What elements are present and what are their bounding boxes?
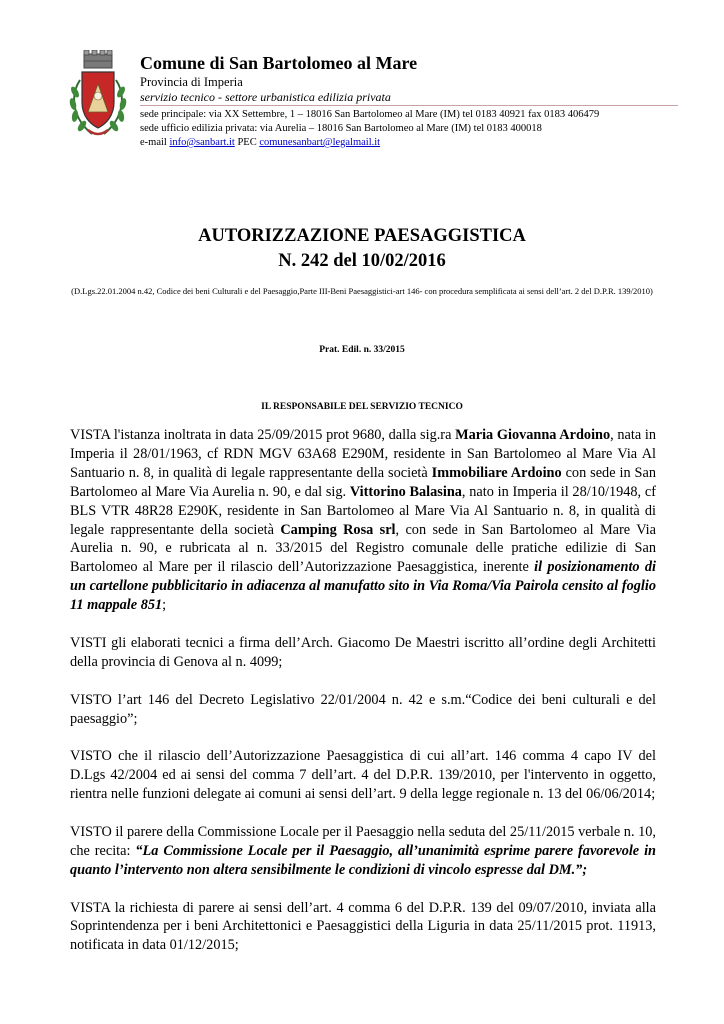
comune-name: Comune di San Bartolomeo al Mare	[140, 53, 418, 73]
paragraph-visti-elaborati: VISTI gli elaborati tecnici a firma dell’Arch. Giacomo De Maestri iscritto all’ordine degli Architetti della provincia di Genova al n. 4099;	[70, 634, 656, 670]
sede-principale: sede principale: via XX Settembre, 1 – 18016 San Bartolomeo al Mare (IM) tel 0183 40921 fax 0183 406479	[140, 109, 600, 120]
applicant-name: Maria Giovanna Ardoino	[455, 427, 611, 443]
company-name: Camping Rosa srl	[280, 521, 396, 538]
servizio-name: servizio tecnico - settore urbanistica edilizia privata	[140, 90, 391, 104]
sede-ufficio: sede ufficio edilizia privata: via Aurelia – 18016 San Bartolomeo al Mare (IM) tel 0183 400018	[140, 123, 542, 134]
document-body	[70, 426, 656, 974]
paragraph-vista-richiesta: VISTA la richiesta di parere ai sensi dell’art. 4 comma 6 del D.P.R. 139 del 09/07/2010, inviata alla Soprintendenza per i beni Architettonici e Paesaggistici della Liguria in data 25/11/2015 prot. 11913, notificata in data 01/12/2015;	[70, 899, 656, 954]
paragraph-vista-istanza	[70, 426, 656, 615]
text-span: , nata in Imperia il 28/01/1963, cf RDN MGV 63A68 E290M, residente in San Bartolomeo al Mare Via Al Santuario n. 8, in qualità di legale rappresentante della società	[70, 427, 656, 481]
text-span: , con sede in San Bartolomeo al Mare Via Aurelia n. 90, e rubricata al n. 33/2015 del Registro comunale delle pratiche edilizie di San Bartolomeo al Mare per il rilascio dell’Autorizzazione Paesaggistica, inerente	[70, 521, 656, 576]
contacts-block	[140, 108, 700, 150]
text-span: con sede in San Bartolomeo al Mare Via Aurelia n. 90, e dal sig.	[70, 464, 656, 500]
responsabile-heading: IL RESPONSABILE DEL SERVIZIO TECNICO	[261, 402, 463, 412]
document-title	[0, 224, 724, 274]
text-span: VISTA l'istanza inoltrata in data 25/09/2015 prot 9680, dalla sig.ra	[70, 427, 456, 443]
municipal-crest-icon	[66, 50, 130, 140]
text-span: ;	[162, 597, 167, 614]
letterhead	[140, 52, 680, 105]
paragraph-visto-rilascio: VISTO che il rilascio dell’Autorizzazione Paesaggistica di cui all’art. 146 comma 4 capo IV del D.Lgs 42/2004 ed ai sensi del comma 7 dell’art. 4 del D.P.R. 139/2010, per l'intervento in oggetto, rientra nelle funzioni delegate ai comuni ai sensi dell’art. 9 della legge regionale n. 13 del 06/06/2014;	[70, 748, 656, 803]
provincia-name: Provincia di Imperia	[140, 75, 243, 89]
pratica-number: Prat. Edil. n. 33/2015	[319, 345, 405, 355]
email-label: e-mail	[140, 137, 170, 148]
commission-quote: “La Commissione Locale per il Paesaggio, all’unanimità esprime parere favorevole in quanto l’intervento non altera sensibilmente le condizioni di vincolo espresse dal DM.”;	[70, 842, 657, 878]
title-line-2: N. 242 del 10/02/2016	[278, 251, 446, 271]
paragraph-visto-parere	[70, 823, 656, 880]
company-name: Immobiliare Ardoino	[431, 464, 562, 481]
letterhead-divider	[140, 105, 678, 106]
email-link[interactable]: info@sanbart.it	[169, 137, 235, 148]
paragraph-visto-art146: VISTO l’art 146 del Decreto Legislativo 22/01/2004 n. 42 e s.m.“Codice dei beni culturali e del paesaggio”;	[70, 691, 656, 727]
intervention-description: il posizionamento di un cartellone pubblicitario in adiacenza al manufatto sito in Via Roma/Via Pairola censito al foglio 11 mappale 851	[70, 559, 657, 614]
text-span: VISTO il parere della Commissione Locale per il Paesaggio nella seduta del 25/11/2015 verbale n. 10, che recita:	[70, 823, 656, 859]
title-line-1: AUTORIZZAZIONE PAESAGGISTICA	[198, 226, 526, 246]
applicant-name: Vittorino Balasina	[349, 483, 462, 500]
pec-link[interactable]: comunesanbart@legalmail.it	[259, 137, 381, 148]
email-line	[140, 136, 700, 150]
text-span: , nato in Imperia il 28/10/1948, cf BLS VTR 48R28 E290K, residente in San Bartolomeo al Mare Via Al Santuario n. 8, in qualità di legale rappresentante della società	[70, 483, 657, 538]
pec-label: PEC	[234, 137, 260, 148]
legal-reference: (D.Lgs.22.01.2004 n.42, Codice dei beni Culturali e del Paesaggio,Parte III-Beni Paesaggistici-art 146- con procedura semplificata ai sensi dell’art. 2 del D.P.R. 139/2010)	[71, 286, 653, 296]
